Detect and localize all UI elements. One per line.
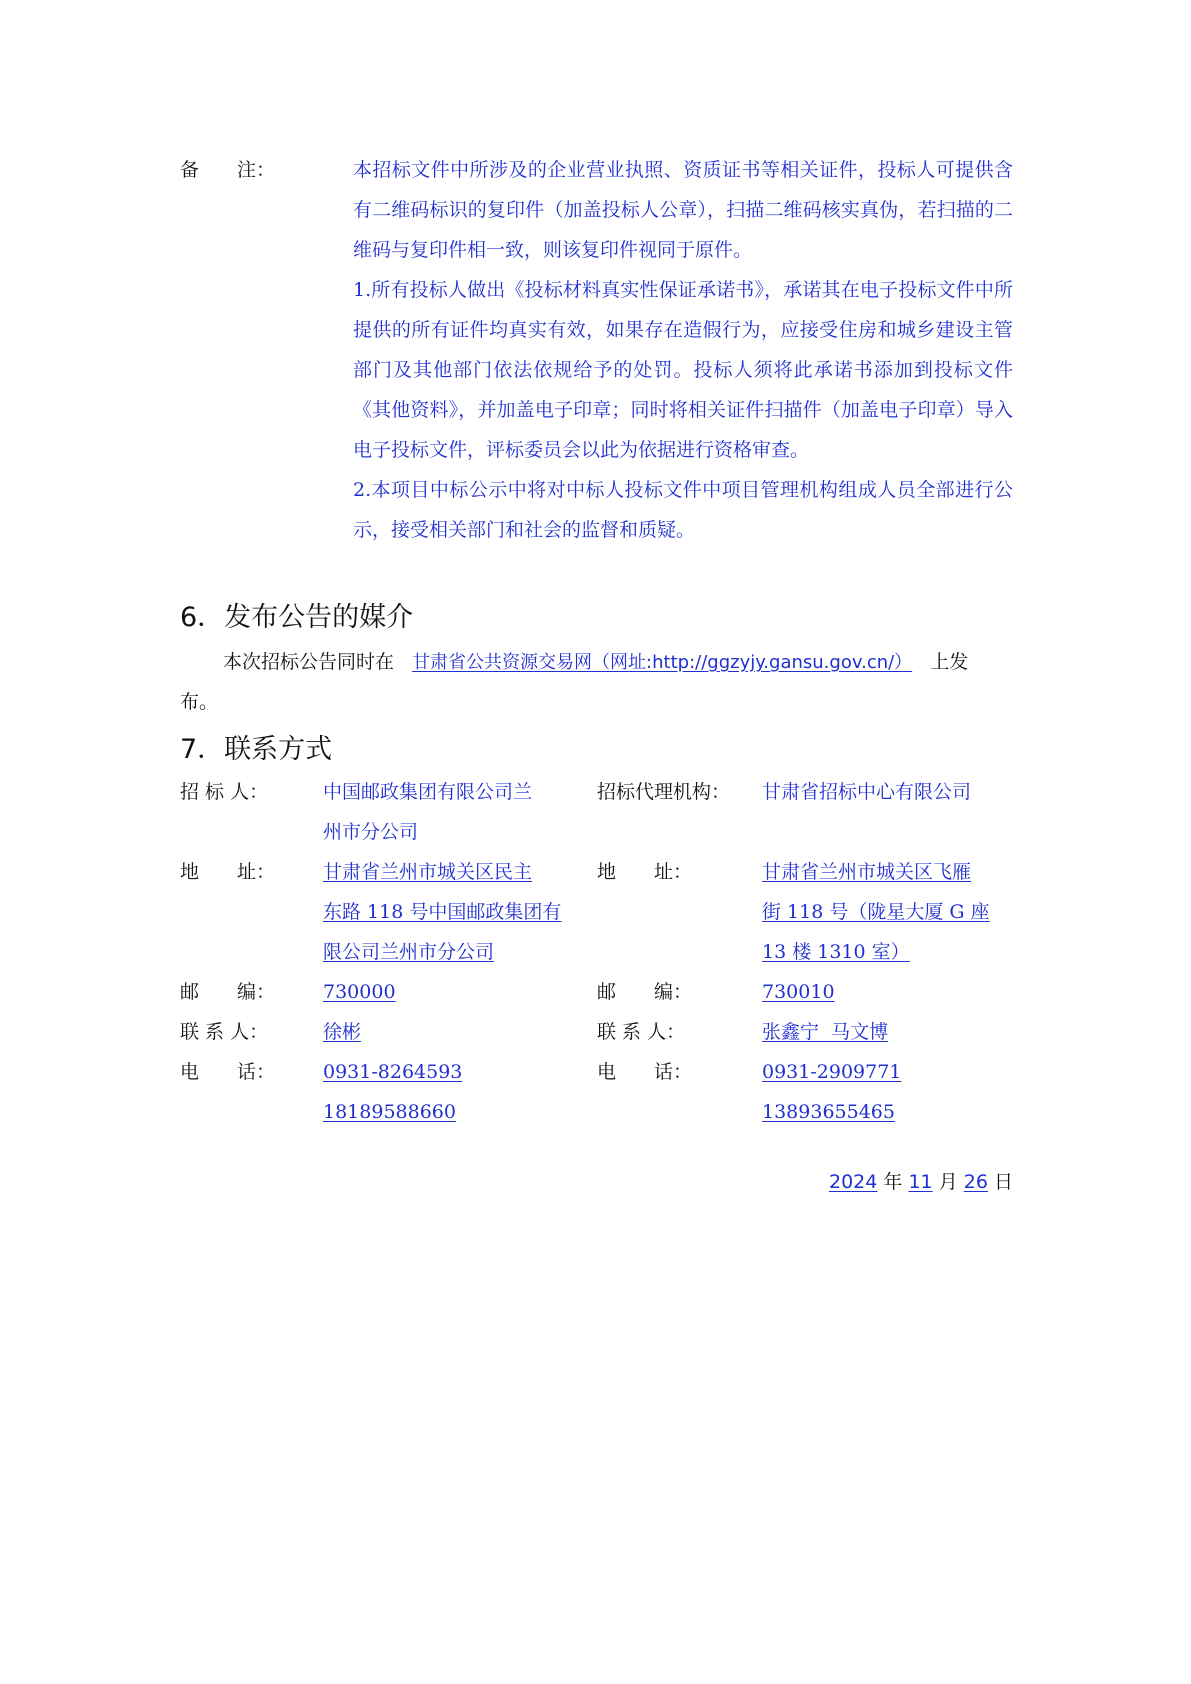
- tenderer-line: 中国邮政集团有限公司兰: [323, 781, 533, 803]
- remark-paragraph: 1.所有投标人做出《投标材料真实性保证承诺书》，承诺其在电子投标文件中所提供的所有证件均真实有效，如果存在造假行为，应接受住房和城乡建设主管部门及其他部门依法依规给予的处罚。投标人须将此承诺书添加到投标文件《其他资料》，并加盖电子印章；同时将相关证件扫描件（加盖电子印章）导入电子投标文件，评标委员会以此为依据进行资格审查。: [353, 279, 1013, 461]
- left-phone: 0931-8264593: [323, 1061, 463, 1083]
- right-postcode-value: [762, 972, 835, 1012]
- left-address-line: 东路 118 号中国邮政集团有: [323, 901, 562, 923]
- tenderer-label: 招 标 人：: [180, 781, 269, 803]
- date-month: 11: [908, 1171, 933, 1193]
- left-address-label: 地 址：: [180, 861, 276, 883]
- date-month-unit: 月: [938, 1171, 958, 1193]
- section6-heading: 6．发布公告的媒介: [180, 602, 414, 633]
- date-year: 2024: [828, 1171, 878, 1193]
- right-phone-label: 电 话：: [597, 1061, 693, 1083]
- date-year-unit: 年: [883, 1171, 903, 1193]
- remark-paragraph: 本招标文件中所涉及的企业营业执照、资质证书等相关证件，投标人可提供含有二维码标识的复印件（加盖投标人公章），扫描二维码核实真伪，若扫描的二维码与复印件相一致，则该复印件视同于原件。: [353, 159, 1013, 261]
- agency-label: 招标代理机构：: [597, 781, 731, 803]
- right-phone-value: [762, 1052, 901, 1132]
- document-date: [829, 1162, 1013, 1202]
- left-phone-value: [323, 1052, 462, 1132]
- remark-label: 备 注：: [180, 159, 276, 181]
- tenderer-line: 州市分公司: [323, 821, 419, 843]
- date-day: 26: [963, 1171, 988, 1193]
- left-address-line: 限公司兰州市分公司: [323, 941, 495, 963]
- tenderer-value: [323, 772, 532, 852]
- left-postcode-value: [323, 972, 396, 1012]
- right-address-value: [762, 852, 990, 972]
- date-day-unit: 日: [993, 1171, 1013, 1193]
- left-postcode: 730000: [323, 981, 396, 1003]
- agency-value: [762, 772, 971, 812]
- right-phone: 0931-2909771: [762, 1061, 902, 1083]
- media-text-after: 上发: [930, 651, 969, 673]
- remark-paragraph: 2.本项目中标公示中将对中标人投标文件中项目管理机构组成人员全部进行公示，接受相关部门和社会的监督和质疑。: [353, 479, 1013, 541]
- media-text-before: 本次招标公告同时在: [223, 651, 395, 673]
- right-postcode-label: 邮 编：: [597, 981, 693, 1003]
- left-address-value: [323, 852, 561, 972]
- left-address-line: 甘肃省兰州市城关区民主: [323, 861, 533, 883]
- left-contact-label: 联 系 人：: [180, 1021, 269, 1043]
- right-contact-value: [762, 1012, 888, 1052]
- left-contact-value: [323, 1012, 361, 1052]
- left-phone-label: 电 话：: [180, 1061, 276, 1083]
- media-link[interactable]: 甘肃省公共资源交易网（网址:http://ggzyjy.gansu.gov.cn/）: [412, 652, 913, 673]
- right-postcode: 730010: [762, 981, 835, 1003]
- left-postcode-label: 邮 编：: [180, 981, 276, 1003]
- left-contact: 徐彬: [323, 1021, 362, 1043]
- right-address-line: 13 楼 1310 室）: [762, 941, 910, 963]
- right-phone: 13893655465: [762, 1101, 895, 1123]
- right-address-line: 甘肃省兰州市城关区飞雁: [762, 861, 972, 883]
- left-phone: 18189588660: [323, 1101, 456, 1123]
- section7-heading: 7．联系方式: [180, 734, 333, 765]
- remark-text: [353, 150, 1013, 550]
- agency-name: 甘肃省招标中心有限公司: [762, 781, 972, 803]
- media-line-wrap: 布。: [180, 691, 219, 713]
- right-address-label: 地 址：: [597, 861, 693, 883]
- right-contact-label: 联 系 人：: [597, 1021, 686, 1043]
- media-line: [223, 642, 968, 683]
- right-address-line: 街 118 号（陇星大厦 G 座: [762, 901, 990, 923]
- right-contact: 张鑫宁 马文博: [762, 1021, 889, 1043]
